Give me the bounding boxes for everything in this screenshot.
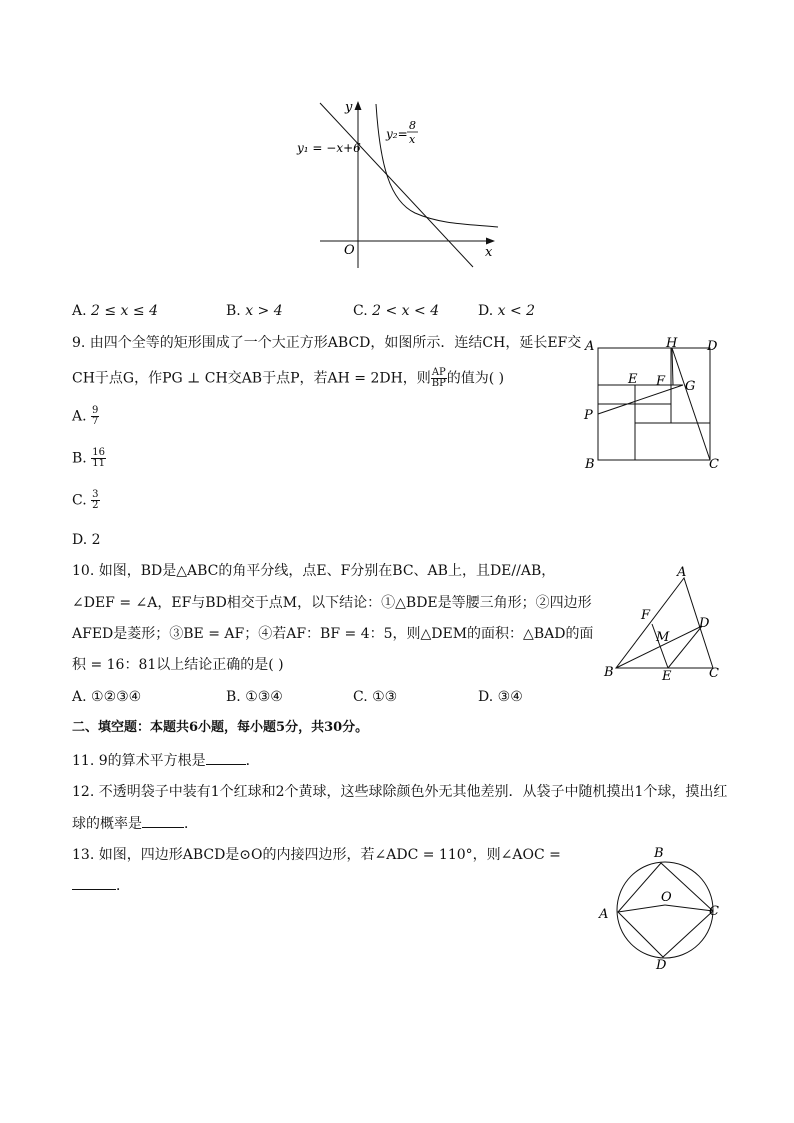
q10-figure bbox=[598, 564, 728, 684]
q10-option-c[interactable] bbox=[353, 689, 397, 705]
q9-option-b[interactable] bbox=[72, 448, 106, 469]
option-fraction bbox=[91, 406, 99, 427]
option-text: x < 2 bbox=[497, 303, 536, 319]
label-g: G bbox=[685, 379, 696, 394]
q9-line2 bbox=[72, 368, 504, 389]
option-letter: A. bbox=[72, 689, 87, 705]
x-axis-arrow bbox=[486, 238, 495, 245]
option-letter: B. bbox=[226, 303, 241, 319]
frac-num: 16 bbox=[92, 447, 105, 458]
q10-line2: ∠DEF = ∠A，EF与BD相交于点M，以下结论：①△BDE是等腰三角形；②四边形 bbox=[72, 595, 592, 611]
q12-line2 bbox=[72, 815, 198, 832]
line-y1-label: y₁ = −x+6 bbox=[297, 141, 361, 155]
q8-graph bbox=[290, 96, 510, 271]
curve-y2-num: 8 bbox=[409, 119, 416, 132]
q8-option-a[interactable] bbox=[72, 303, 158, 319]
q10-option-a[interactable] bbox=[72, 689, 141, 705]
q10-line1: 10. 如图，BD是△ABC的角平分线，点E、F分别在BC、AB上，且DE//AB， bbox=[72, 563, 556, 579]
q12-line1: 12. 不透明袋子中装有1个红球和2个黄球，这些球除颜色外无其他差别．从袋子中随机摸出1个球，摸出红 bbox=[72, 784, 728, 800]
q13-line1: 13. 如图，四边形ABCD是⊙O的内接四边形，若∠ADC = 110°，则∠AOC = bbox=[72, 847, 561, 863]
section-title: 二、填空题：本题共6小题，每小题5分，共30分。 bbox=[72, 720, 369, 735]
option-letter: B. bbox=[226, 689, 241, 705]
option-text: 2 bbox=[91, 532, 101, 548]
origin-label: O bbox=[344, 243, 355, 258]
frac-den: BP bbox=[431, 378, 446, 389]
y-axis-label: y bbox=[345, 100, 353, 115]
q9-line1: 9. 由四个全等的矩形围成了一个大正方形ABCD，如图所示．连结CH，延长EF交 bbox=[72, 335, 582, 351]
option-text: 2 ≤ x ≤ 4 bbox=[91, 303, 158, 319]
label-b: B bbox=[585, 457, 595, 472]
segment-ch bbox=[672, 348, 710, 460]
option-letter: D. bbox=[478, 689, 494, 705]
q12-text: 球的概率是 bbox=[72, 816, 142, 832]
segment-oa bbox=[618, 905, 665, 912]
option-text: ①③④ bbox=[245, 689, 283, 705]
label-d: D bbox=[699, 616, 710, 631]
q9-option-c[interactable] bbox=[72, 490, 100, 511]
q9-line2-post: 的值为( ) bbox=[446, 370, 505, 387]
segment-oc bbox=[665, 905, 713, 911]
label-e: E bbox=[662, 669, 672, 684]
q9-fraction bbox=[431, 368, 447, 389]
option-letter: C. bbox=[72, 492, 87, 509]
label-e: E bbox=[628, 372, 638, 387]
q8-option-c[interactable] bbox=[353, 303, 439, 319]
q10-option-b[interactable] bbox=[226, 689, 283, 705]
q10-line3: AFED是菱形；③BE = AF；④若AF：BF = 4：5，则△DEM的面积：△BAD的面 bbox=[72, 626, 594, 642]
q8-option-d[interactable] bbox=[478, 303, 535, 319]
label-a: A bbox=[585, 339, 595, 354]
q8-option-b[interactable] bbox=[226, 303, 283, 319]
label-d: D bbox=[707, 339, 718, 354]
curve-y2-label: y₂= bbox=[386, 127, 408, 141]
q13-line2 bbox=[72, 877, 130, 894]
label-c: C bbox=[709, 457, 719, 472]
label-h: H bbox=[666, 336, 678, 351]
label-m: M bbox=[656, 630, 670, 645]
segment-de bbox=[668, 626, 702, 668]
frac-num: AP bbox=[431, 367, 446, 378]
option-letter: D. bbox=[72, 532, 88, 548]
x-axis-label: x bbox=[485, 245, 493, 260]
q12-end: ． bbox=[184, 816, 198, 832]
option-letter: A. bbox=[72, 303, 87, 319]
option-letter: A. bbox=[72, 408, 87, 425]
option-fraction bbox=[91, 448, 106, 469]
q13-figure bbox=[590, 840, 730, 972]
q9-option-d[interactable] bbox=[72, 532, 101, 548]
option-letter: C. bbox=[353, 303, 368, 319]
option-letter: C. bbox=[353, 689, 368, 705]
label-o: O bbox=[661, 890, 672, 905]
q11-end: ． bbox=[245, 753, 260, 769]
q11-text: 11. 9的算术平方根是 bbox=[72, 753, 206, 769]
q12-answer-blank[interactable] bbox=[142, 815, 184, 828]
q10-option-d[interactable] bbox=[478, 689, 523, 705]
q13-end: ． bbox=[116, 878, 130, 894]
frac-num: 3 bbox=[92, 489, 99, 500]
frac-den: 2 bbox=[92, 500, 99, 511]
label-c: C bbox=[709, 904, 719, 919]
frac-den: 11 bbox=[92, 458, 105, 469]
option-text: ③④ bbox=[497, 689, 523, 705]
option-letter: B. bbox=[72, 450, 87, 467]
label-f: F bbox=[641, 608, 651, 623]
option-fraction bbox=[91, 490, 99, 511]
curve-y2-den: x bbox=[409, 133, 416, 146]
segment-pg bbox=[598, 385, 683, 414]
q13-answer-blank[interactable] bbox=[72, 877, 116, 890]
frac-den: 7 bbox=[92, 416, 99, 427]
q9-option-a[interactable] bbox=[72, 406, 99, 427]
q11-answer-blank[interactable] bbox=[206, 752, 246, 765]
label-p: P bbox=[584, 408, 593, 423]
label-d: D bbox=[656, 958, 667, 972]
option-text: x > 4 bbox=[245, 303, 283, 319]
option-text: ①③ bbox=[372, 689, 398, 705]
curve-y2 bbox=[376, 104, 498, 227]
label-b: B bbox=[604, 665, 614, 680]
option-text: 2 < x < 4 bbox=[372, 303, 440, 319]
segment-hf bbox=[672, 348, 673, 385]
label-f: F bbox=[656, 374, 666, 389]
q9-figure bbox=[578, 334, 728, 474]
label-a: A bbox=[677, 565, 687, 580]
option-text: ①②③④ bbox=[91, 689, 142, 705]
option-letter: D. bbox=[478, 303, 494, 319]
q9-line2-pre: CH于点G，作PG ⊥ CH交AB于点P，若AH = 2DH，则 bbox=[72, 370, 431, 387]
label-a: A bbox=[599, 907, 609, 922]
q10-line4: 积 = 16：81以上结论正确的是( ) bbox=[72, 657, 284, 673]
y-axis-arrow bbox=[355, 101, 362, 110]
frac-num: 9 bbox=[92, 405, 99, 416]
label-b: B bbox=[654, 846, 664, 861]
q11 bbox=[72, 752, 260, 769]
label-c: C bbox=[709, 666, 719, 681]
